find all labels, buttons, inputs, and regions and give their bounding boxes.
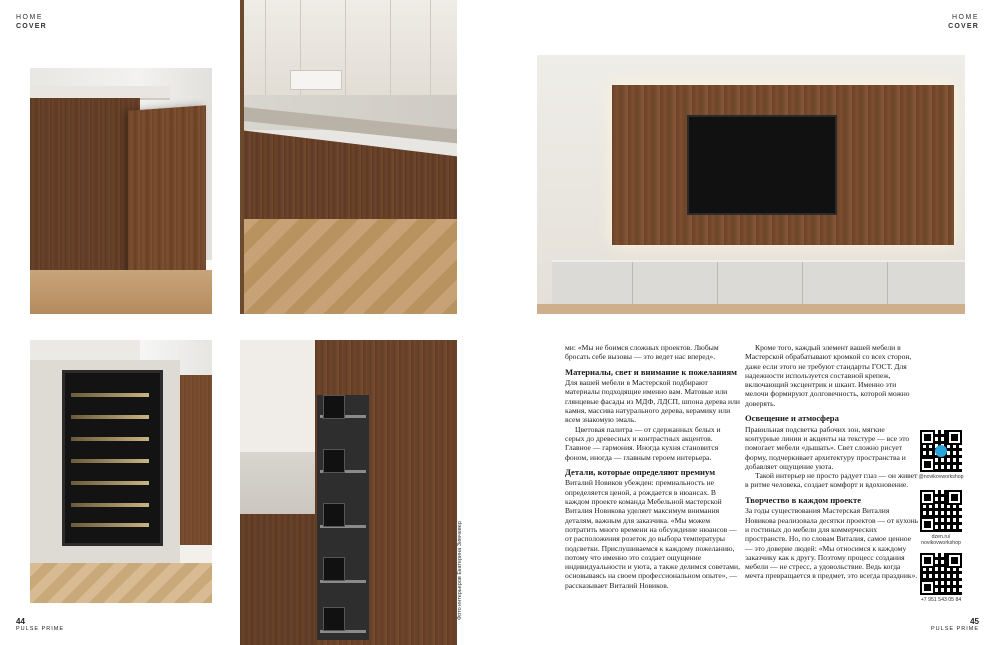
qr-phone[interactable] — [918, 553, 964, 603]
rubric-subsection: COVER — [16, 23, 47, 30]
photo-pantry-pullout — [240, 340, 457, 645]
site-label: novikovworkshop — [921, 540, 961, 546]
rubric-section: HOME — [952, 14, 979, 21]
section-rubric-left — [16, 13, 47, 31]
paragraph: Цветовая палитра — от сдержанных белых и серых до древесных и контрастных акцентов. Главное — гармония. Иногда кухня становится фоном, иногда — главным героем интерьера. — [565, 424, 721, 462]
page-number: 45 — [970, 617, 979, 626]
section-heading: Материалы, свет и внимание к пожеланиям — [565, 366, 737, 377]
qr-dzen[interactable] — [918, 490, 964, 546]
phone-qr-icon[interactable] — [920, 553, 962, 595]
telegram-handle: @novikovworkshop — [918, 474, 964, 480]
photo-credit-strip — [457, 340, 469, 645]
section-heading: Творчество в каждом проекте — [745, 494, 862, 505]
paragraph: Такой интерьер не просто радует глаз — он живет в ритме человека, создает комфорт и вдохновение. — [745, 471, 918, 490]
rubric-subsection: COVER — [948, 23, 979, 30]
paragraph: Кроме того, каждый элемент вашей мебели в Мастерской обрабатывают кромкой со всех сторон, даже если этого не требуют стандарты ГОСТ. Для надежности используется составной крепеж, включающий эксцентрик и шкант. Именно эти мелочи формируют долговечность, которой можно доверять. — [745, 343, 912, 408]
article-column-2 — [745, 343, 920, 581]
dzen-qr-icon[interactable] — [920, 490, 962, 532]
qr-telegram[interactable] — [918, 430, 964, 480]
section-heading: Детали, которые определяют премиум — [565, 466, 716, 477]
paragraph: Для вашей мебели в Мастерской подбирают материалы подходящие именно вам. Матовые или глянцевые фасады из МДФ, ЛДСП, шпона дерева или камня, массива натурального дерева, керамику или всем знакомую эмаль. — [565, 378, 740, 425]
site-label: dzen.ru/ — [931, 534, 951, 540]
telegram-qr-icon[interactable] — [920, 430, 962, 472]
paragraph: За годы существования Мастерская Виталия Новикова реализовала десятки проектов — от кухонь и гостиных до мебели для коммерческих пространств. Но, по словам Виталия, самое ценное — это доверие людей: «Мы относимся к каждому заказчику как к другу. Поэтому процесс создания мебели — не стресс, а удовольствие. Ведь когда мечта превращается в предмет, это всегда праздник». — [745, 506, 919, 581]
photo-credit: Фото интерьеров Екатерина Зимчевер — [457, 521, 463, 620]
paragraph: Виталий Новиков убежден: премиальность не определяется ценой, а рождается в нюансах. В каждом проекте команда Мебельной мастерской Виталия Новикова уделяет максимум внимания деталям, важным для заказчика. «Мы можем потратить много времени на обсуждение нюансов — от расположения розеток до выбора температуры подсветки. Прислушиваемся к каждому пожеланию, потому что именно это создает ощущение индивидуальности и уюта, а также делимся советами, основываясь на своем профессиональном опыте», — рассказывает Виталий Новиков. — [565, 478, 741, 590]
section-heading: Освещение и атмосфера — [745, 413, 839, 424]
page-number: 44 — [16, 617, 25, 626]
photo-kitchen-run — [240, 0, 457, 314]
phone-number: +7 951 543 05 84 — [920, 597, 962, 603]
rubric-section: HOME — [16, 14, 43, 21]
lead-paragraph: ми: «Мы не боимся сложных проектов. Любым бросать себе вызовы — это ведет нас вперед». — [565, 343, 719, 362]
section-rubric-right — [948, 13, 979, 31]
photo-tv-wall — [537, 55, 965, 314]
paragraph: Правильная подсветка рабочих зон, мягкие контурные линии и акценты на текстуре — все это помогает мебели «дышать». Свет сложно рисует форму, подчеркивает архитектуру пространства и добавляет ощущение уюта. — [745, 424, 910, 471]
magazine-name: PULSE PRIME — [16, 626, 64, 632]
photo-wine-cooler — [30, 340, 212, 603]
folio-left — [16, 617, 64, 633]
folio-right — [931, 617, 979, 633]
article-column-1 — [565, 343, 740, 590]
photo-dishwasher-panel — [30, 68, 212, 314]
magazine-name: PULSE PRIME — [931, 626, 979, 632]
